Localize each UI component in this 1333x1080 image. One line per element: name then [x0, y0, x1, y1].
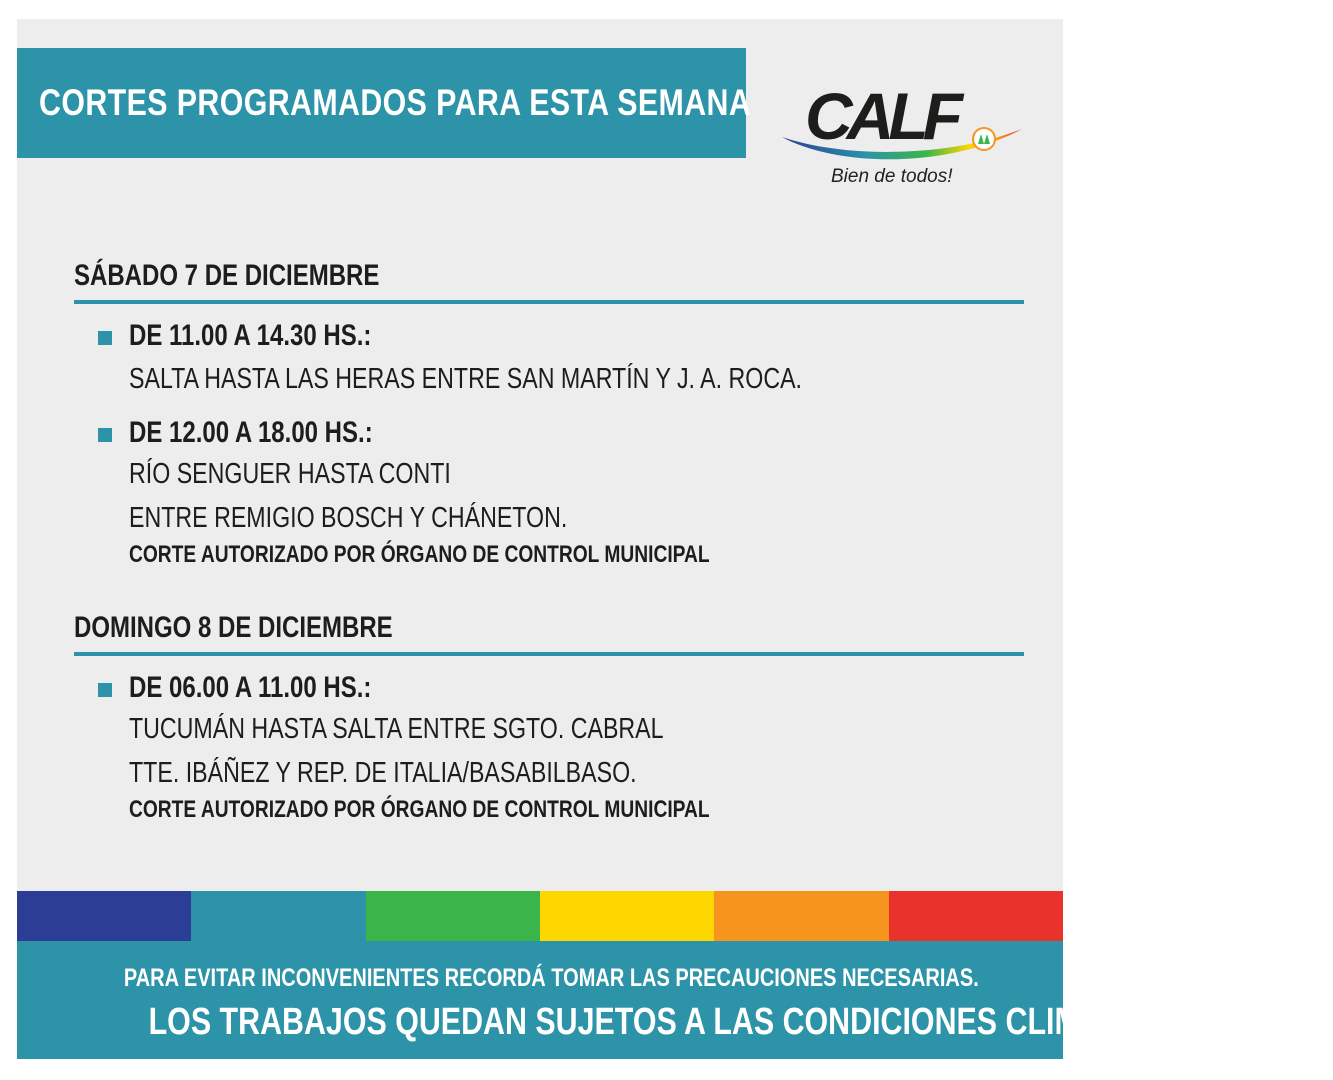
logo-tagline: Bien de todos! — [831, 166, 953, 187]
stripe-green — [366, 891, 540, 941]
svg-text:CALF: CALF — [805, 79, 957, 153]
day-sunday — [74, 608, 1024, 656]
entry-streets: TUCUMÁN HASTA SALTA ENTRE SGTO. CABRAL — [129, 713, 664, 745]
entry-streets: RÍO SENGUER HASTA CONTI — [129, 458, 451, 490]
entry-note: CORTE AUTORIZADO POR ÓRGANO DE CONTROL MUNICIPAL — [129, 541, 710, 568]
square-bullet-icon — [98, 683, 112, 697]
stripe-yellow — [540, 891, 714, 941]
entry-time: DE 12.00 A 18.00 HS.: — [129, 416, 373, 449]
day-title: SÁBADO 7 DE DICIEMBRE — [74, 259, 380, 292]
header-band — [17, 48, 752, 158]
footer-banner — [17, 941, 1202, 1059]
entry-streets: TTE. IBÁÑEZ Y REP. DE ITALIA/BASABILBASO. — [129, 757, 637, 789]
entry-streets: ENTRE REMIGIO BOSCH Y CHÁNETON. — [129, 502, 568, 534]
page-title: CORTES PROGRAMADOS PARA ESTA SEMANA — [39, 82, 752, 123]
stripe-orange — [714, 891, 888, 941]
entry-streets: SALTA HASTA LAS HERAS ENTRE SAN MARTÍN Y J. A. ROCA. — [129, 363, 802, 395]
stripe-blue — [17, 891, 191, 941]
footer-notice: PARA EVITAR INCONVENIENTES RECORDÁ TOMAR LAS PRECAUCIONES NECESARIAS. — [123, 964, 979, 992]
footer-weather-notice: LOS TRABAJOS QUEDAN SUJETOS A LAS CONDICIONES CLIMÁTICAS. — [148, 1001, 1202, 1043]
day-divider — [74, 300, 1024, 304]
day-divider — [74, 652, 1024, 656]
entry-time: DE 11.00 A 14.30 HS.: — [129, 319, 372, 352]
color-stripes — [17, 891, 1063, 941]
day-title: DOMINGO 8 DE DICIEMBRE — [74, 611, 393, 644]
square-bullet-icon — [98, 331, 112, 345]
square-bullet-icon — [98, 428, 112, 442]
entry-time: DE 06.00 A 11.00 HS.: — [129, 671, 372, 704]
announcement-card — [17, 19, 1202, 1059]
day-saturday — [74, 256, 1024, 304]
stripe-red — [889, 891, 1063, 941]
entry-note: CORTE AUTORIZADO POR ÓRGANO DE CONTROL MUNICIPAL — [129, 796, 710, 823]
stripe-teal — [191, 891, 365, 941]
